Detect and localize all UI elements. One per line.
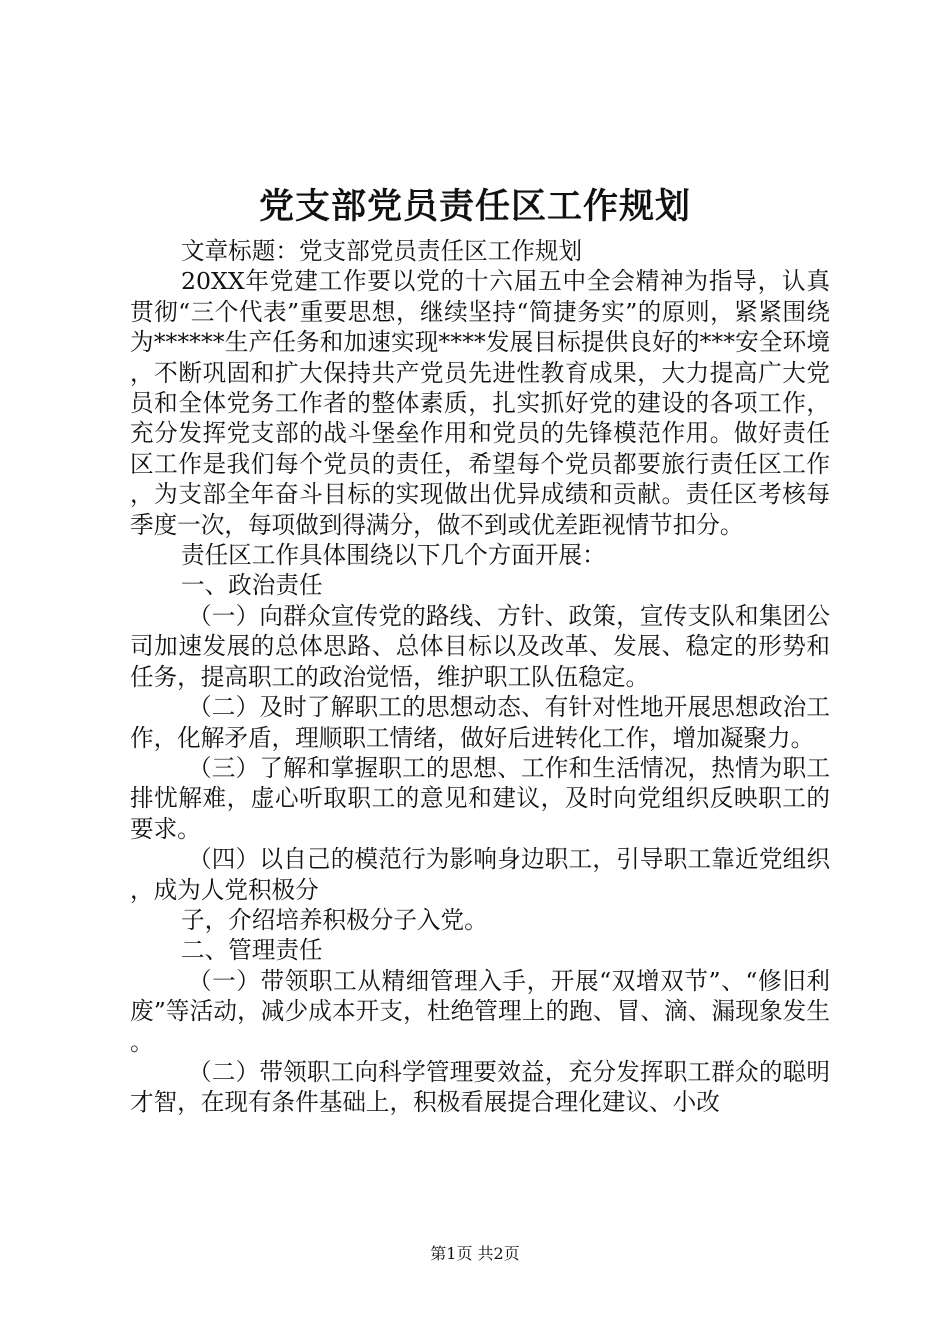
paragraph-article-title: 文章标题：党支部党员责任区工作规划 xyxy=(181,237,583,265)
paragraph-political-item-4: （四）以自己的模范行为影响身边职工，引导职工靠近党组织，成为人党积极分 xyxy=(130,845,830,904)
page-number: 第1页 共2页 xyxy=(430,1244,520,1263)
document-body xyxy=(130,236,830,1118)
paragraph-management-item-2: （二）带领职工向科学管理要效益，充分发挥职工群众的聪明才智，在现有条件基础上，积极看展提合理化建议、小改 xyxy=(130,1057,830,1117)
paragraph-political-item-2: （二）及时了解职工的思想动态、有针对性地开展思想政治工作，化解矛盾，理顺职工情绪，做好后进转化工作，增加凝聚力。 xyxy=(130,693,830,752)
heading-management-responsibility: 二、管理责任 xyxy=(181,936,323,965)
heading-political-responsibility: 一、政治责任 xyxy=(181,571,323,600)
paragraph-management-item-1: （一）带领职工从精细管理入手，开展“双增双节”、“修旧利废”等活动，减少成本开支，杜绝管理上的跑、冒、滴、漏现象发生。 xyxy=(130,966,830,1056)
paragraph-intro: 20XX年党建工作要以党的十六届五中全会精神为指导，认真贯彻“三个代表”重要思想，继续坚持“简捷务实”的原则，紧紧围绕为******生产任务和加速实现****发展目标提供良好的***安全环境，不断巩固和扩大保持共产党员先进性教育成果，大力提高广大党员和全体党务工作者的整体素质，扎实抓好党的建设的各项工作，充分发挥党支部的战斗堡垒作用和党员的先锋模范作用。做好责任区工作是我们每个党员的责任，希望每个党员都要旅行责任区工作，为支部全年奋斗目标的实现做出优异成绩和贡献。责任区考核每季度一次，每项做到得满分，做不到或优差距视情节扣分。 xyxy=(130,267,830,539)
paragraph-political-item-3: （三）了解和掌握职工的思想、工作和生活情况，热情为职工排忧解难，虚心听取职工的意见和建议，及时向党组织反映职工的要求。 xyxy=(130,753,830,843)
paragraph-political-item-1: （一）向群众宣传党的路线、方针、政策，宣传支队和集团公司加速发展的总体思路、总体目标以及改革、发展、稳定的形势和任务，提高职工的政治觉悟，维护职工队伍稳定。 xyxy=(130,601,830,691)
paragraph-political-item-4-continued: 子，介绍培养积极分子入党。 xyxy=(181,905,488,934)
document-title: 党支部党员责任区工作规划 xyxy=(258,186,691,227)
paragraph-scope: 责任区工作具体围绕以下几个方面开展： xyxy=(181,541,606,570)
